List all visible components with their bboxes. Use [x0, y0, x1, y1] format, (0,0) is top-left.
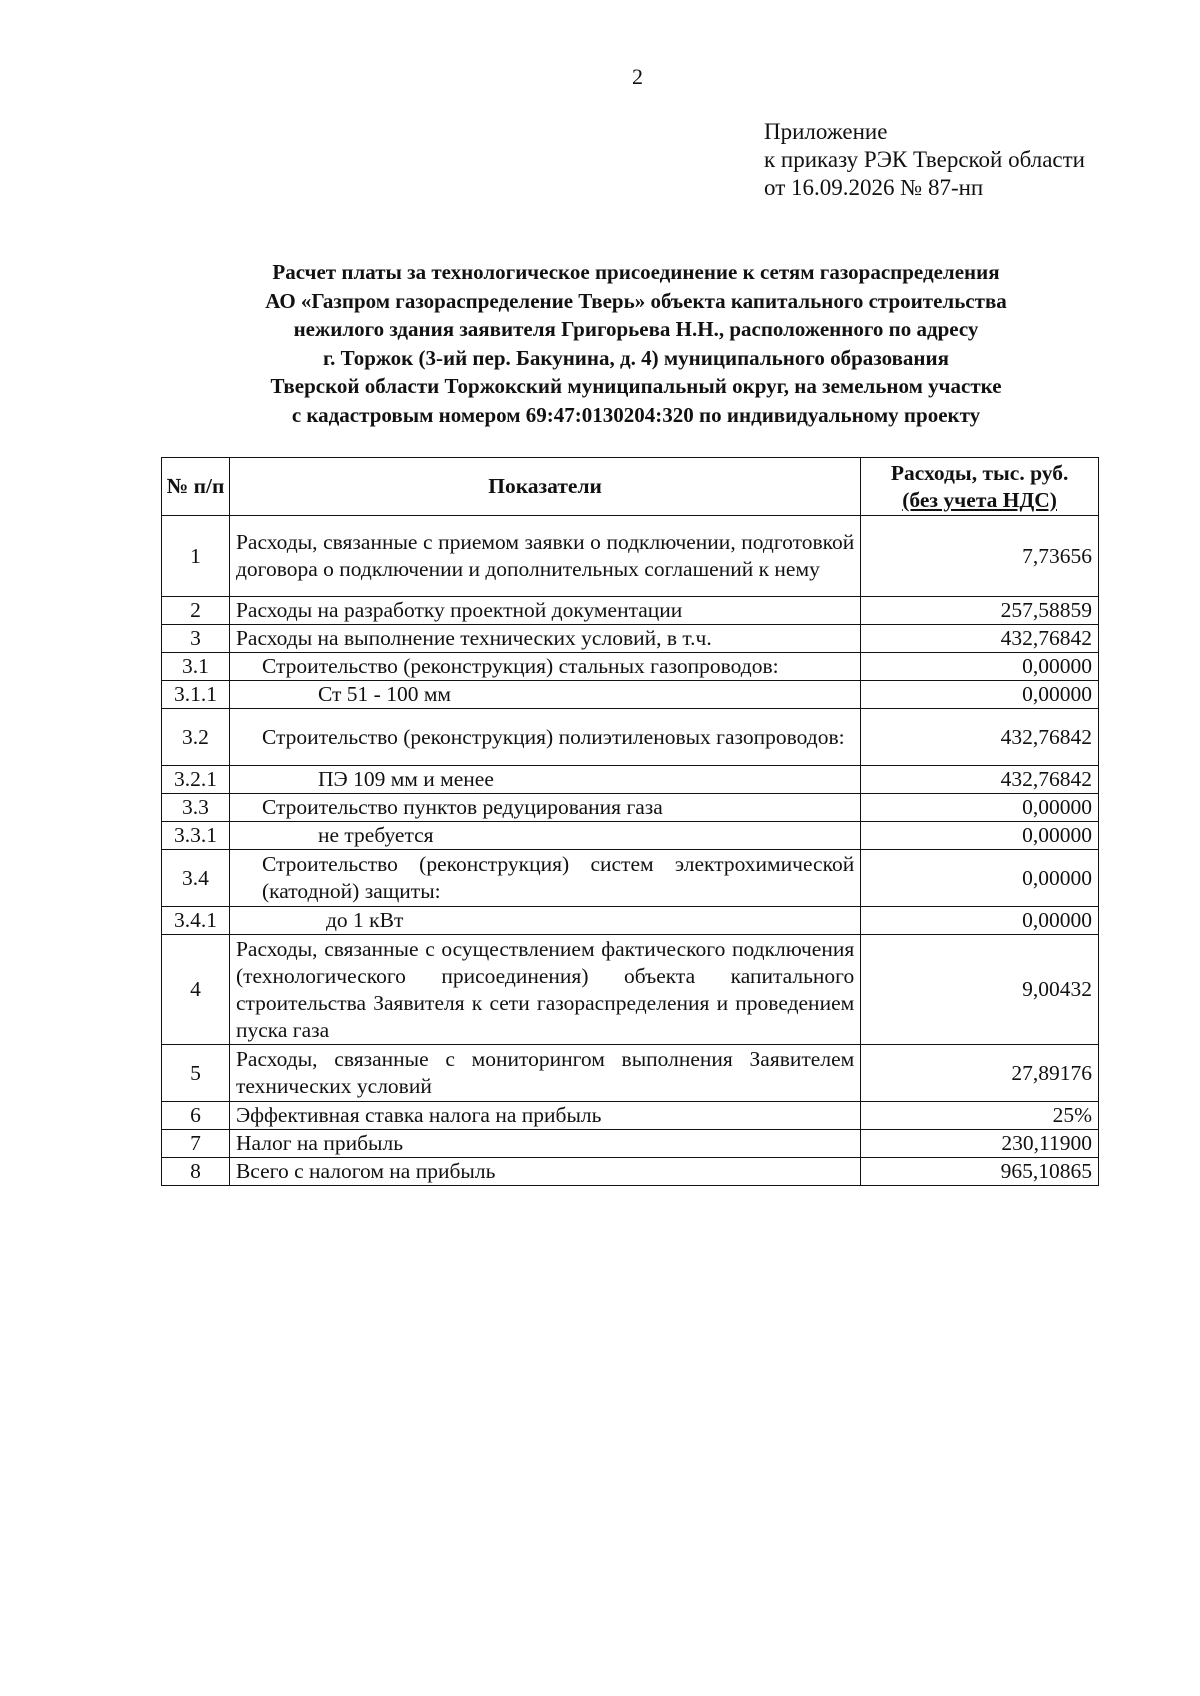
header-name: Показатели: [229, 458, 860, 516]
row-value: 432,76842: [861, 766, 1099, 794]
row-value: 9,00432: [861, 935, 1099, 1045]
row-num: 6: [162, 1102, 230, 1130]
title-line-4: г. Торжок (3-ий пер. Бакунина, д. 4) муниципального образования: [323, 345, 949, 370]
row-num: 8: [162, 1158, 230, 1186]
row-num: 2: [162, 597, 230, 625]
row-name: ПЭ 109 мм и менее: [229, 766, 860, 794]
table-row: [162, 1045, 1099, 1102]
appendix-line-3: от 16.09.2026 № 87-нп: [764, 175, 984, 200]
row-value: 7,73656: [861, 516, 1099, 597]
table-row: [162, 1158, 1099, 1186]
row-value: 27,89176: [861, 1045, 1099, 1102]
row-value: 0,00000: [861, 653, 1099, 681]
row-name: Ст 51 - 100 мм: [229, 681, 860, 709]
row-name: Налог на прибыль: [229, 1130, 860, 1158]
row-num: 3.1.1: [162, 681, 230, 709]
table-row: [162, 597, 1099, 625]
table-row: [162, 822, 1099, 850]
title-line-1: Расчет платы за технологическое присоединение к сетям газораспределения: [272, 260, 1000, 284]
row-num: 3: [162, 625, 230, 653]
row-value: 230,11900: [861, 1130, 1099, 1158]
row-num: 7: [162, 1130, 230, 1158]
table-row: [162, 794, 1099, 822]
page-number: 2: [632, 64, 643, 89]
table-header-row: [162, 458, 1099, 516]
row-value: 0,00000: [861, 794, 1099, 822]
row-value: 257,58859: [861, 597, 1099, 625]
title-line-2: АО «Газпром газораспределение Тверь» объекта капитального строительства: [265, 288, 1007, 313]
row-num: 3.2.1: [162, 766, 230, 794]
row-name: Строительство (реконструкция) полиэтиленовых газопроводов:: [229, 709, 860, 766]
row-name: Расходы, связанные с мониторингом выполнения Заявителем технических условий: [229, 1045, 860, 1102]
document-title: [150, 258, 1122, 429]
row-value: 432,76842: [861, 709, 1099, 766]
appendix-block: [764, 118, 1085, 202]
table-row: [162, 766, 1099, 794]
table-row: [162, 850, 1099, 907]
title-line-6: с кадастровым номером 69:47:0130204:320 по индивидуальному проекту: [291, 402, 981, 427]
row-name: Строительство (реконструкция) систем электрохимической (катодной) защиты:: [229, 850, 860, 907]
appendix-line-2: к приказу РЭК Тверской области: [764, 147, 1085, 172]
row-name: Расходы, связанные с осуществлением фактического подключения (технологического присоединения) объекта капитального строительства Заявителя к сети газораспределения и проведением пуска газа: [229, 935, 860, 1045]
row-value: 965,10865: [861, 1158, 1099, 1186]
table-row: [162, 935, 1099, 1045]
table-row: [162, 681, 1099, 709]
row-name: Всего с налогом на прибыль: [229, 1158, 860, 1186]
row-num: 1: [162, 516, 230, 597]
row-num: 3.3: [162, 794, 230, 822]
header-value-line-2: (без учета НДС): [902, 487, 1057, 512]
table-row: [162, 625, 1099, 653]
table-row: [162, 1102, 1099, 1130]
cost-table: [161, 457, 1099, 1186]
row-name: Эффективная ставка налога на прибыль: [229, 1102, 860, 1130]
row-value: 0,00000: [861, 850, 1099, 907]
row-name: не требуется: [229, 822, 860, 850]
row-num: 3.3.1: [162, 822, 230, 850]
table-row: [162, 653, 1099, 681]
row-name: Расходы на выполнение технических условий, в т.ч.: [229, 625, 860, 653]
row-num: 3.4: [162, 850, 230, 907]
title-line-5: Тверской области Торжокский муниципальный округ, на земельном участке: [270, 374, 1002, 398]
row-name: Расходы на разработку проектной документации: [229, 597, 860, 625]
table-row: [162, 709, 1099, 766]
row-value: 0,00000: [861, 681, 1099, 709]
row-num: 4: [162, 935, 230, 1045]
row-num: 3.4.1: [162, 907, 230, 935]
title-line-3: нежилого здания заявителя Григорьева Н.Н., расположенного по адресу: [293, 317, 979, 341]
header-value-line-1: Расходы, тыс. руб.: [890, 460, 1069, 485]
row-name: Строительство пунктов редуцирования газа: [229, 794, 860, 822]
row-value: 0,00000: [861, 907, 1099, 935]
row-value: 25%: [861, 1102, 1099, 1130]
row-num: 3.1: [162, 653, 230, 681]
row-num: 5: [162, 1045, 230, 1102]
table-row: [162, 516, 1099, 597]
header-value: [861, 458, 1099, 516]
appendix-line-1: Приложение: [764, 119, 888, 144]
row-name: Строительство (реконструкция) стальных газопроводов:: [229, 653, 860, 681]
row-value: 0,00000: [861, 822, 1099, 850]
row-name: до 1 кВт: [229, 907, 860, 935]
row-value: 432,76842: [861, 625, 1099, 653]
row-num: 3.2: [162, 709, 230, 766]
table-row: [162, 907, 1099, 935]
table-row: [162, 1130, 1099, 1158]
header-num: № п/п: [162, 458, 230, 516]
row-name: Расходы, связанные с приемом заявки о подключении, подготовкой договора о подключении и дополнительных соглашений к нему: [229, 516, 860, 597]
